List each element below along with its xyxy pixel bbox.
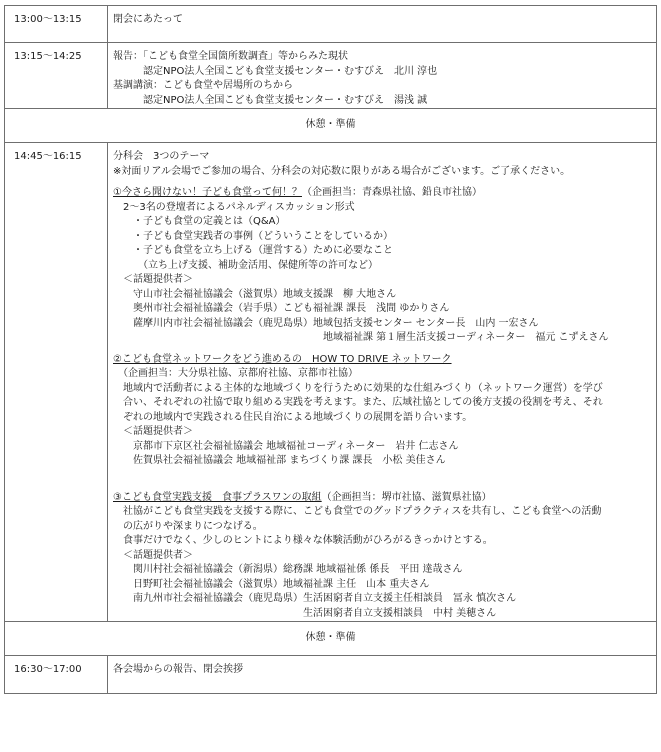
speaker-line: 地域福祉課 第１層生活支援コーディネーター 福元 こずえさん: [113, 332, 609, 343]
report-title: 報告：「こども食堂全国箇所数調査」等からみた現状: [113, 51, 348, 62]
speaker-line: 薩摩川内市社会福祉協議会（鹿児島県）地域包括支援センター センター長 山内 一宏さん: [113, 317, 539, 329]
time-cell: 13:00〜13:15: [5, 6, 108, 43]
time-cell: 14:45〜16:15: [5, 143, 108, 622]
time-cell: 16:30〜17:00: [5, 656, 108, 694]
speaker-line: 生活困窮者自立支援相談員 中村 美穂さん: [113, 607, 497, 619]
session-line: ・子ども食堂実践者の事例（どういうことをしているか）: [113, 230, 393, 242]
speaker-line: 佐賀県社会福祉協議会 地域福祉部 まちづくり課 課長 小松 美佳さん: [113, 455, 446, 466]
break-row: [5, 109, 657, 143]
session-line: 食事だけでなく、少しのヒントにより様々な体験活動がひろがるきっかけとする。: [113, 535, 493, 546]
break-label: 休憩・準備: [5, 109, 657, 143]
session-organizer: （企画担当：青森県社協、鉛良市社協）: [301, 187, 482, 198]
session-title: ②こども食堂ネットワークをどう進めるの HOW TO DRIVE ネットワーク: [113, 353, 452, 365]
session-line: の広がりや深まりにつなげる。: [113, 520, 263, 532]
speaker-line: 南九州市社会福祉協議会（鹿児島県）生活困窮者自立支援主任相談員 冨永 慎次さん: [113, 593, 517, 604]
session-organizer: （企画担当：堺市社協、滋賀県社協）: [321, 491, 492, 503]
speakers-heading: ＜話題提供者＞: [113, 549, 193, 561]
session-line: ぞれの地域内で実践される住民自治による地域づくりの展開を語り合います。: [113, 411, 473, 423]
schedule-row: [5, 6, 657, 43]
session-title: ③こども食堂実践支援 食事プラスワンの取組: [113, 491, 322, 503]
session-line: ・子ども食堂の定義とは（Q&A）: [113, 216, 286, 227]
speaker-line: 奥州市社会福祉協議会（岩手県）こども福祉課 課長 浅間 ゆかりさん: [113, 303, 450, 314]
session-1: [113, 186, 656, 346]
program-line: 閉会にあたって: [113, 14, 183, 25]
keynote-speaker: 認定NPO法人全国こども食堂支援センター・むすびえ 湯浅 誠: [113, 94, 428, 106]
break-row: [5, 622, 657, 656]
speaker-line: 日野町社会福祉協議会（滋賀県）地域福祉課 主任 山本 重夫さん: [113, 578, 430, 590]
schedule-table: [4, 5, 657, 694]
program-cell: [108, 6, 657, 43]
session-title: ①今さら聞けない！子ども食堂って何！？: [113, 187, 302, 198]
report-speaker: 認定NPO法人全国こども食堂支援センター・むすびえ 北川 淳也: [113, 65, 438, 77]
breakout-notice: ※対面リアル会場でご参加の場合、分科会の対応数に限りがある場合がございます。ご了承ください。: [113, 165, 571, 177]
program-cell: [108, 656, 657, 694]
schedule-row: [5, 656, 657, 694]
speakers-heading: ＜話題提供者＞: [113, 274, 193, 285]
breakout-sessions-cell: [108, 143, 657, 622]
session-line: 合い、それぞれの社協で取り組める実践を考えます。また、広域社協としての後方支援の役割を考え、それ: [113, 397, 603, 408]
speaker-line: 関川村社会福祉協議会（新潟県）総務課 地域福祉係 係長 平田 達哉さん: [113, 564, 463, 575]
speakers-heading: ＜話題提供者＞: [113, 426, 193, 437]
session-line: （立ち上げ支援、補助金活用、保健所等の許可など）: [113, 259, 378, 271]
schedule-row: [5, 43, 657, 109]
breakout-heading: 分科会 3つのテーマ: [113, 151, 210, 162]
program-cell: [108, 43, 657, 109]
time-cell: 13:15〜14:25: [5, 43, 108, 109]
session-2: [113, 353, 656, 469]
session-line: 社協がこども食堂実践を支援する際に、こども食堂でのグッドプラクティスを共有し、こども食堂への活動: [113, 506, 602, 517]
break-label: 休憩・準備: [5, 622, 657, 656]
session-line: 2〜3名の登壇者によるパネルディスカッション形式: [113, 201, 355, 213]
schedule-row: [5, 143, 657, 622]
session-line: ・子ども食堂を立ち上げる（運営する）ために必要なこと: [113, 245, 393, 256]
keynote-title: 基調講演：こども食堂や居場所のちから: [113, 80, 293, 91]
session-3: [113, 491, 656, 622]
speaker-line: 京都市下京区社会福祉協議会 地域福祉コーディネーター 岩井 仁志さん: [113, 440, 459, 452]
program-line: 各会場からの報告、閉会挨拶: [113, 664, 243, 675]
speaker-line: 守山市社会福祉協議会（滋賀県）地域支援課 柳 大地さん: [113, 288, 397, 300]
session-line: （企画担当：大分県社協、京都府社協、京都市社協）: [113, 368, 358, 379]
session-line: 地域内で活動者による主体的な地域づくりを行うために効果的な仕組みづくり（ネットワーク運営）を学び: [113, 382, 603, 394]
